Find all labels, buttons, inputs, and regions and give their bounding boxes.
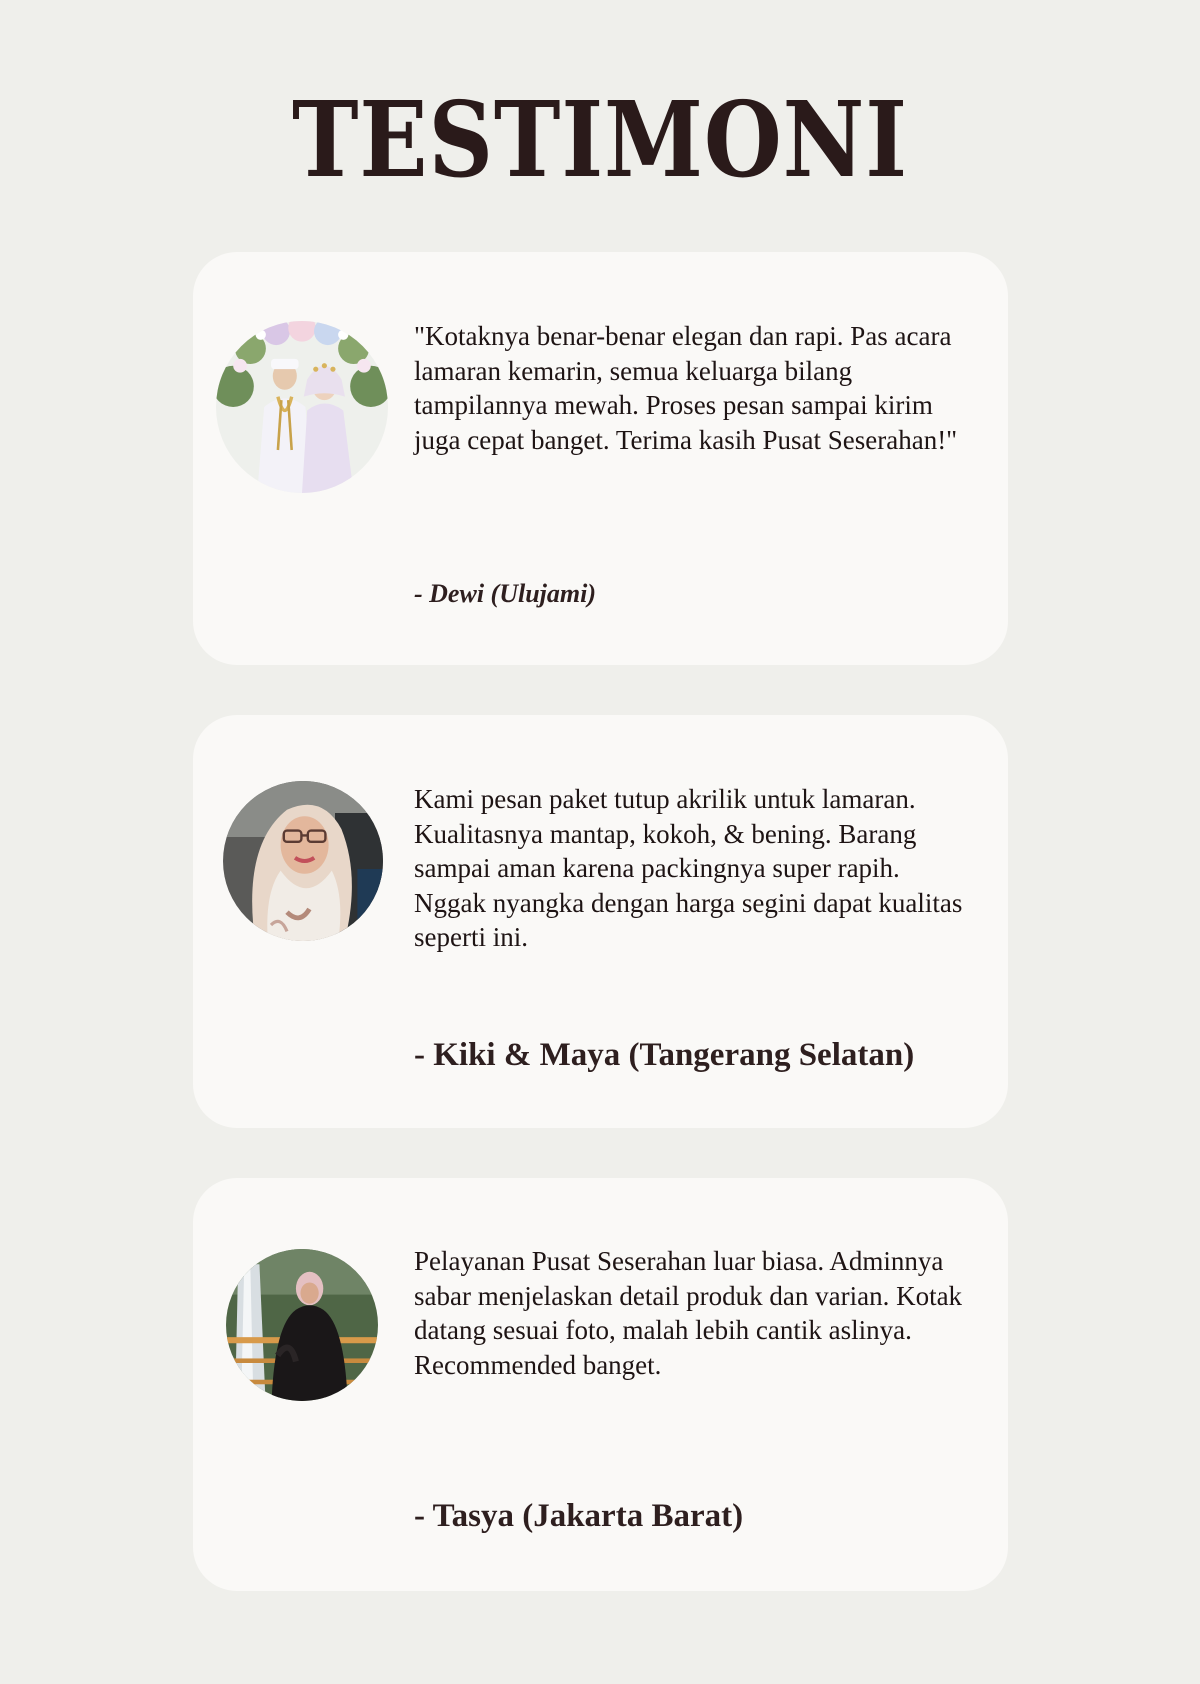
woman-waterfall-photo-avatar — [226, 1249, 378, 1401]
testimonial-quote: Pelayanan Pusat Seserahan luar biasa. Adminnya sabar menjelaskan detail produk dan varian. Kotak datang sesuai foto, malah lebih cantik aslinya. Recommended banget. — [414, 1246, 963, 1380]
woman-hijab-photo-avatar — [223, 781, 383, 941]
testimonial-quote: Kami pesan paket tutup akrilik untuk lamaran. Kualitasnya mantap, kokoh, & bening. Barang sampai aman karena packingnya super rapih. Nggak nyangka dengan harga segini dapat kualitas seperti ini. — [414, 784, 963, 952]
couple-photo-avatar — [216, 321, 388, 493]
testimonial-card — [193, 1178, 1008, 1591]
testimonial-author: - Kiki & Maya (Tangerang Selatan) — [414, 1037, 915, 1073]
page-title: TESTIMONI — [292, 78, 908, 201]
testimonial-quote: "Kotaknya benar-benar elegan dan rapi. Pas acara lamaran kemarin, semua keluarga bilang tampilannya mewah. Proses pesan sampai kirim juga cepat banget. Terima kasih Pusat Seserahan!" — [414, 321, 958, 455]
testimonial-author: - Dewi (Ulujami) — [414, 579, 596, 608]
testimonial-author: - Tasya (Jakarta Barat) — [414, 1498, 744, 1534]
testimonial-card — [193, 715, 1008, 1128]
testimonial-card — [193, 252, 1008, 665]
